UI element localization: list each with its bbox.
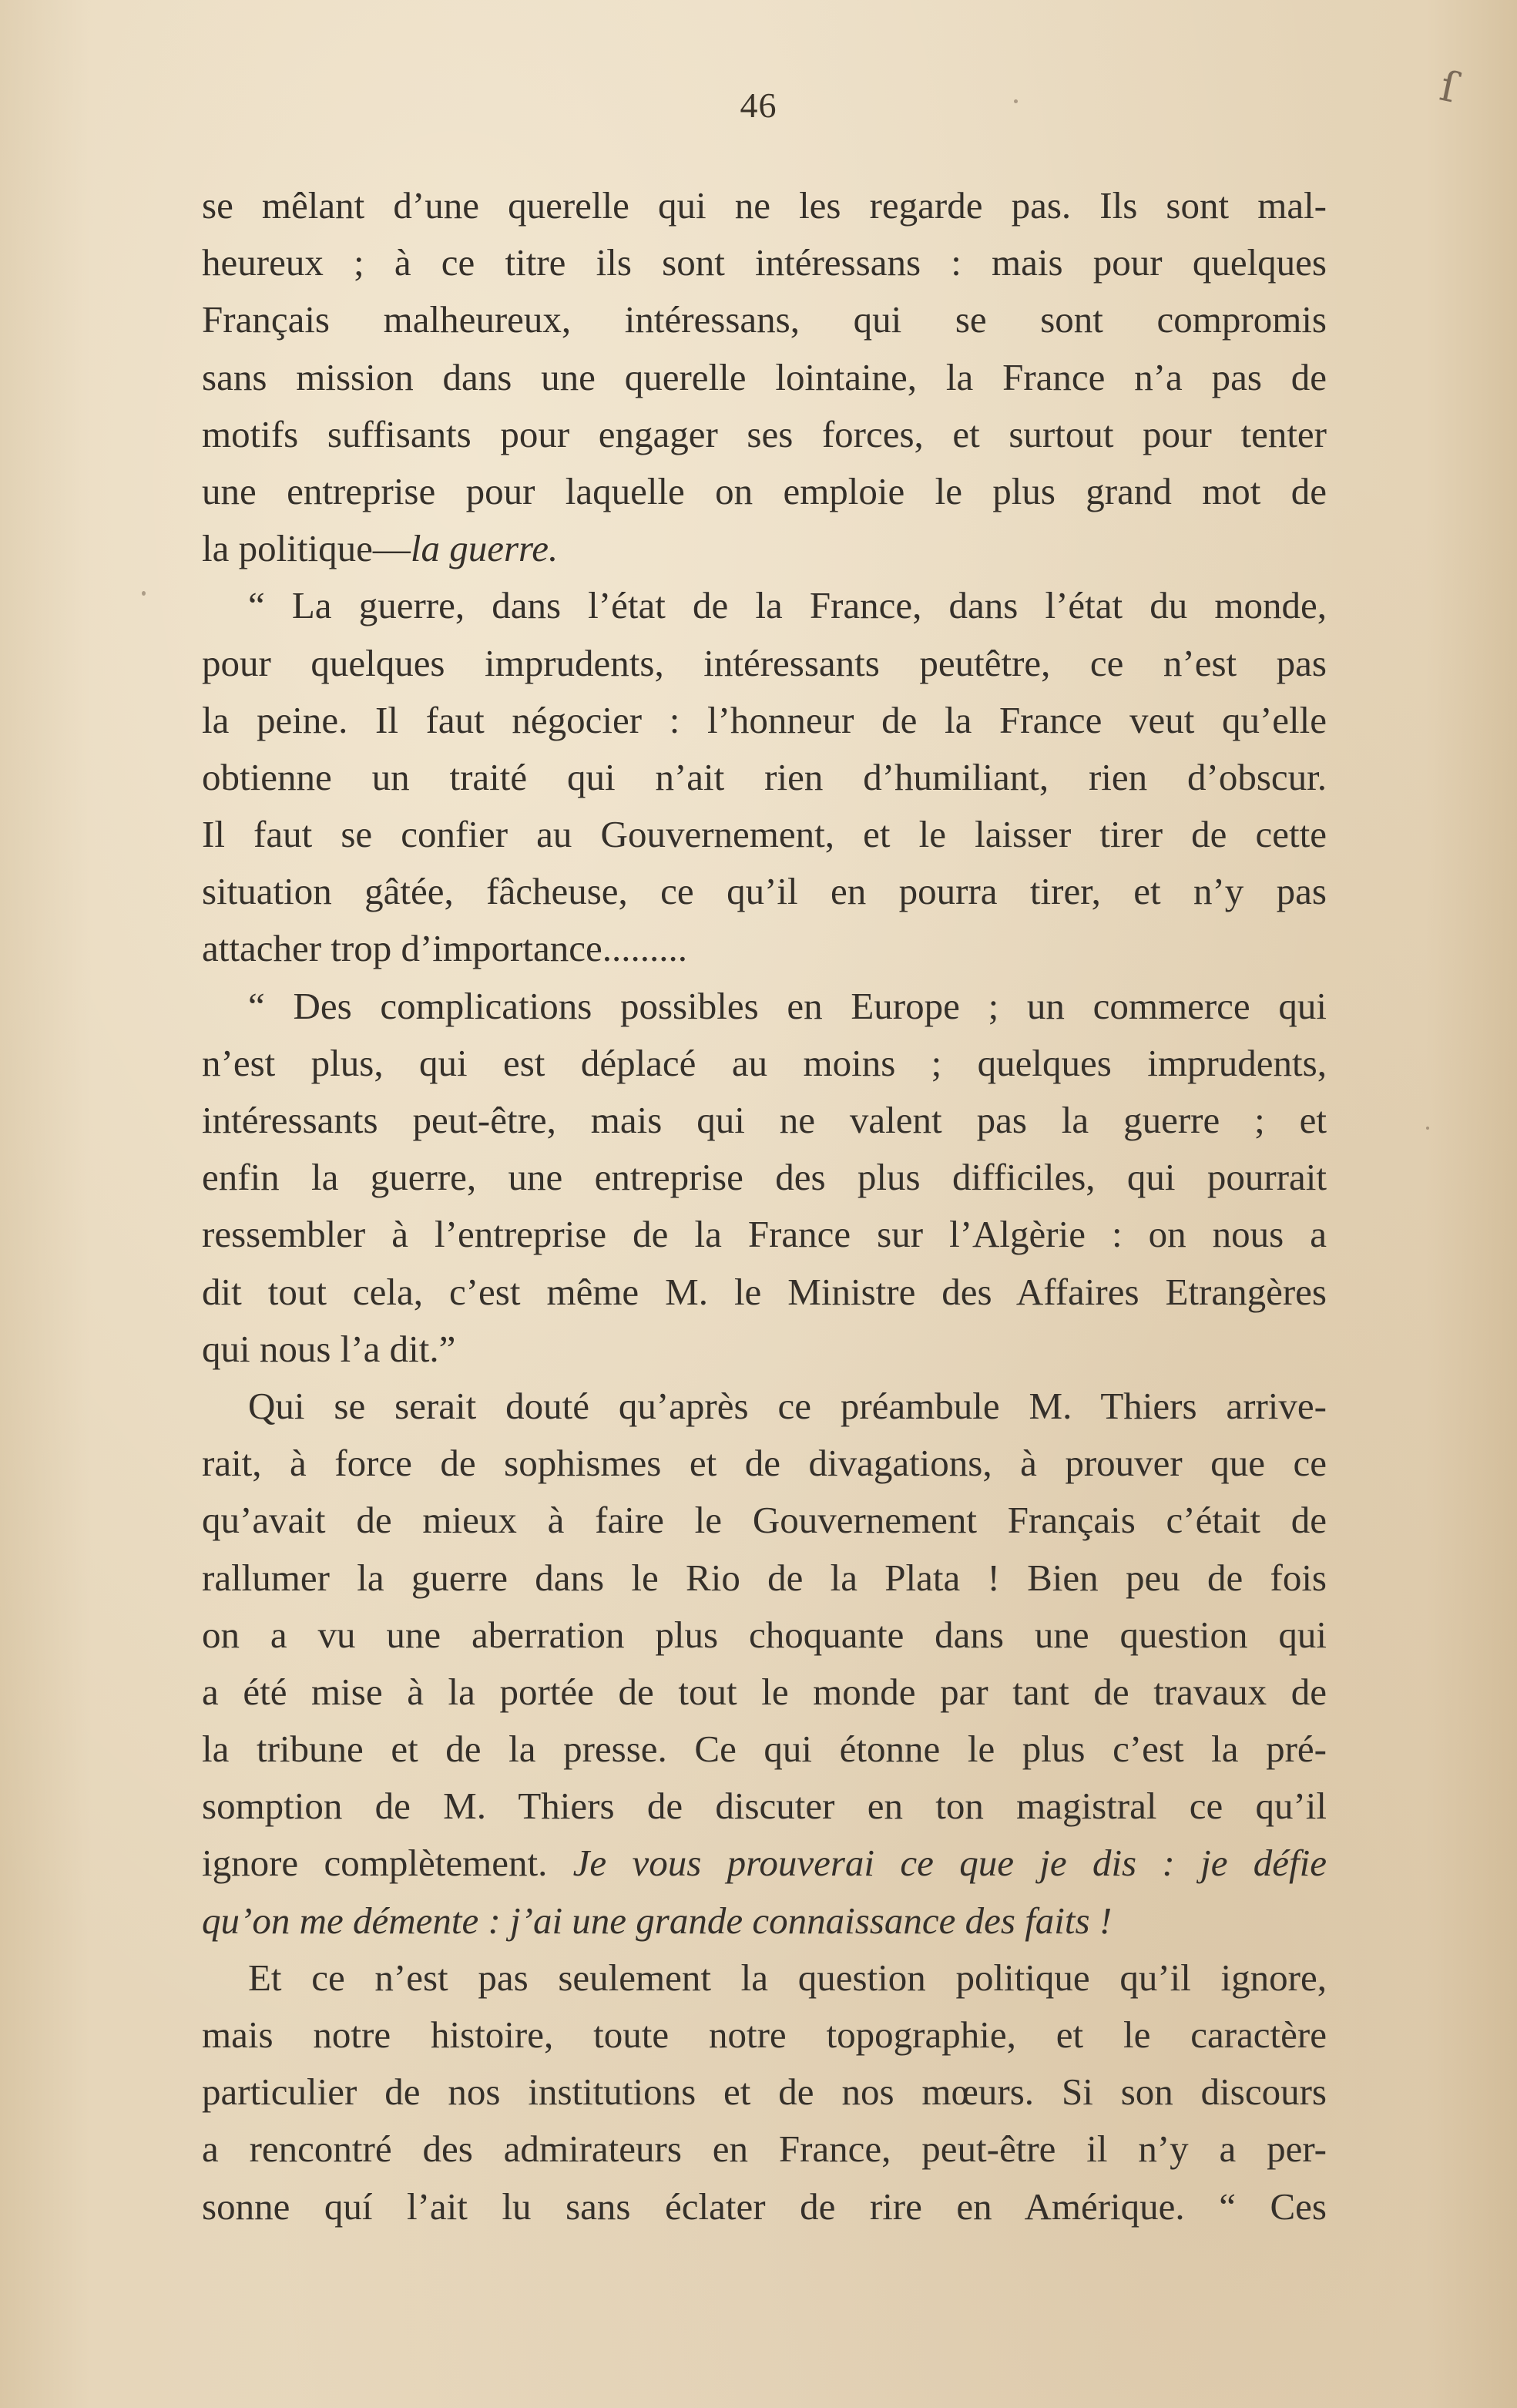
text-line: a rencontré des admirateurs en France, peut-être il n’y a per- <box>202 2128 1327 2171</box>
text-line: on a vu une aberration plus choquante dans une question qui <box>202 1613 1327 1656</box>
text-line <box>202 1892 1327 1950</box>
text-line: sans mission dans une querelle lointaine, la France n’a pas de <box>202 355 1327 398</box>
text-line: enfin la guerre, une entreprise des plus difficiles, qui pourrait <box>202 1156 1327 1199</box>
margin-pencil-mark: ſ <box>1435 61 1462 113</box>
text-line: “ Des complications possibles en Europe ; un commerce qui <box>248 984 1327 1027</box>
text-line: sonne quí l’ait lu sans éclater de rire en Amérique. “ Ces <box>202 2185 1327 2228</box>
italic-phrase: la guerre. <box>410 527 559 570</box>
paper-speck <box>1014 99 1018 103</box>
text-line: motifs suffisants pour engager ses forces, et surtout pour tenter <box>202 412 1327 455</box>
text-line: dit tout cela, c’est même M. le Ministre des Affaires Etrangères <box>202 1270 1327 1313</box>
text-line: rallumer la guerre dans le Rio de la Plata ! Bien peu de fois <box>202 1556 1327 1599</box>
text-line: ressembler à l’entreprise de la France sur l’Algèrie : on nous a <box>202 1213 1327 1256</box>
paper-speck <box>142 591 146 596</box>
text-line: a été mise à la portée de tout le monde par tant de travaux de <box>202 1670 1327 1713</box>
paper-speck <box>1426 1127 1429 1130</box>
body-text <box>202 177 1327 2235</box>
text-line: mais notre histoire, toute notre topographie, et le caractère <box>202 2013 1327 2056</box>
text-line: n’est plus, qui est déplacé au moins ; quelques imprudents, <box>202 1041 1327 1084</box>
text-line: obtienne un traité qui n’ait rien d’humiliant, rien d’obscur. <box>202 755 1327 798</box>
text-line: intéressants peut-être, mais qui ne valent pas la guerre ; et <box>202 1099 1327 1141</box>
text-line: qui nous l’a dit.” <box>202 1327 456 1370</box>
text-line: Français malheureux, intéressans, qui se sont compromis <box>202 298 1327 341</box>
text-line: situation gâtée, fâcheuse, ce qu’il en pourra tirer, et n’y pas <box>202 870 1327 913</box>
text-line: la politique—la guerre. <box>202 527 559 570</box>
text-line: somption de M. Thiers de discuter en ton magistral ce qu’il <box>202 1785 1327 1828</box>
text-line: particulier de nos institutions et de nos mœurs. Si son discours <box>202 2070 1327 2114</box>
text-line: “ La guerre, dans l’état de la France, dans l’état du monde, <box>248 584 1327 627</box>
text-line: heureux ; à ce titre ils sont intéressans : mais pour quelques <box>202 241 1327 284</box>
text-line: Et ce n’est pas seulement la question politique qu’il ignore, <box>248 1956 1327 1999</box>
text-line: une entreprise pour laquelle on emploie le plus grand mot de <box>202 469 1327 512</box>
text-line: attacher trop d’importance......... <box>202 927 687 970</box>
text-line: Il faut se confier au Gouvernement, et le laisser tirer de cette <box>202 813 1327 856</box>
text-line: la peine. Il faut négocier : l’honneur de la France veut qu’elle <box>202 698 1327 741</box>
text-line: rait, à force de sophismes et de divagations, à prouver que ce <box>202 1442 1327 1485</box>
italic-phrase: Je vous prouverai ce que je dis : je défie <box>572 1842 1327 1885</box>
text-line: qu’avait de mieux à faire le Gouvernement Français c’était de <box>202 1499 1327 1542</box>
text-line: ignore complètement. Je vous prouverai ce que je dis : je défie <box>202 1842 1327 1885</box>
text-line: la tribune et de la presse. Ce qui étonne le plus c’est la pré- <box>202 1728 1327 1771</box>
text-line: se mêlant d’une querelle qui ne les regarde pas. Ils sont mal- <box>202 184 1327 227</box>
page-number: 46 <box>740 86 777 125</box>
italic-phrase: qu’on me démente : j’ai une grande connaissance des faits ! <box>202 1899 1113 1942</box>
text-line: Qui se serait douté qu’après ce préambule M. Thiers arrive- <box>248 1384 1327 1427</box>
text-line: pour quelques imprudents, intéressants peutêtre, ce n’est pas <box>202 641 1327 684</box>
